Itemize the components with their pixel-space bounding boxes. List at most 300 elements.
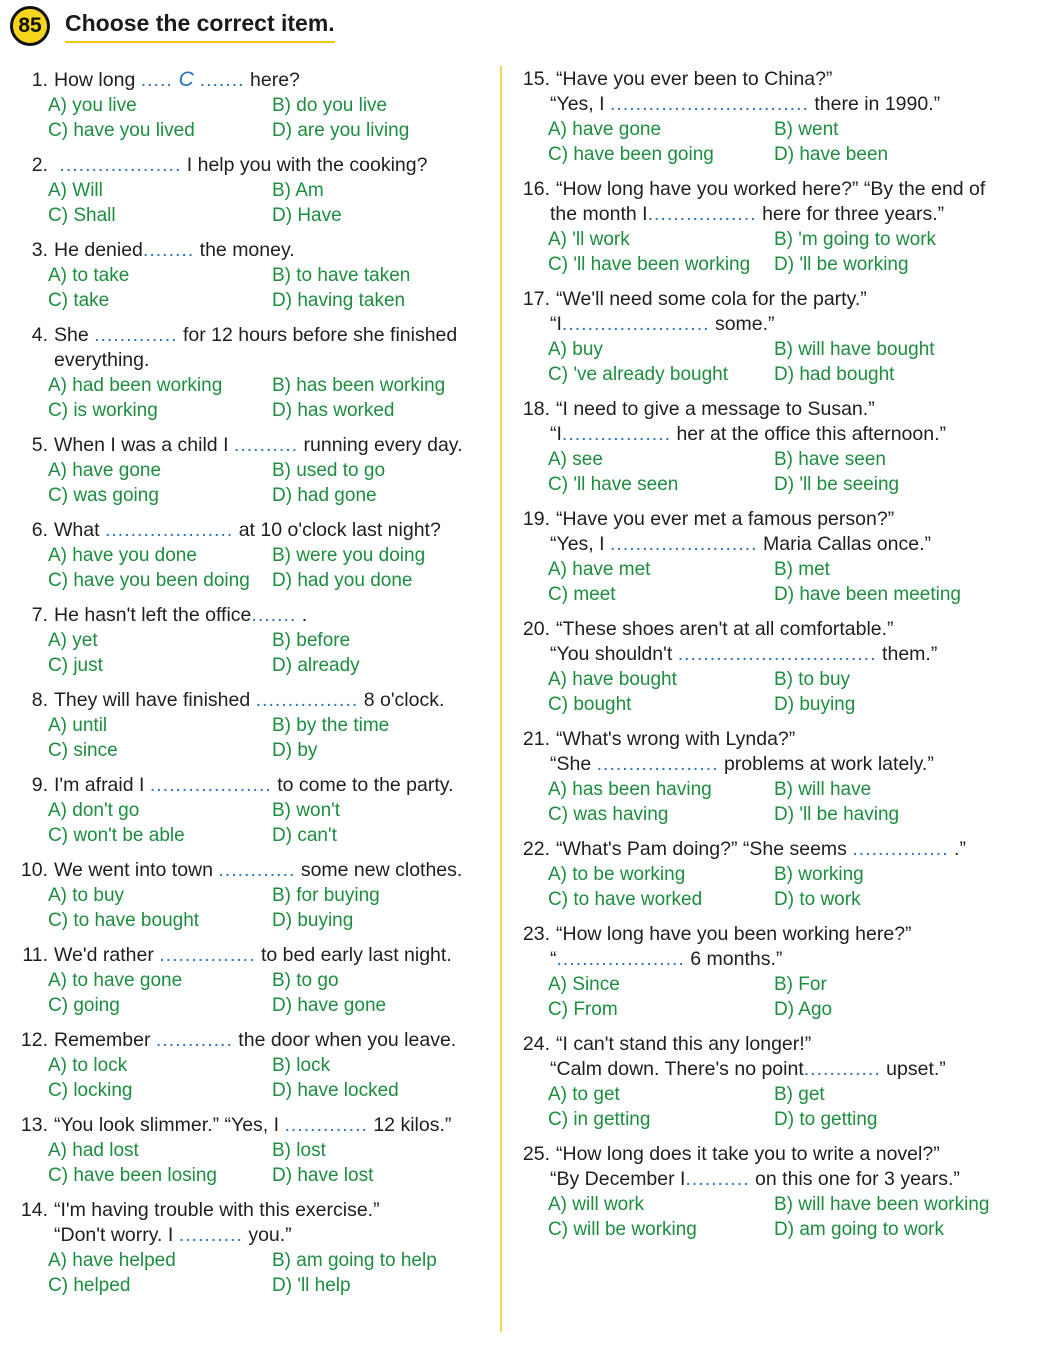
question-stem <box>14 688 494 713</box>
question <box>514 507 1004 607</box>
answer-option-a[interactable]: A) have gone <box>48 460 162 481</box>
question-stem-continued <box>14 348 494 373</box>
question-text: Remember <box>54 1029 156 1051</box>
answer-option-b[interactable]: B) for buying <box>272 885 380 906</box>
question <box>14 943 494 1018</box>
answer-option-d[interactable]: D) by <box>272 740 318 761</box>
answer-option-a[interactable]: A) had lost <box>48 1140 139 1161</box>
question-text: “ <box>550 948 557 970</box>
question-text: here? <box>244 69 300 91</box>
answer-option-d[interactable]: D) had gone <box>272 485 377 506</box>
answer-options <box>548 337 1004 387</box>
answer-option-a[interactable]: A) Since <box>548 974 620 995</box>
answer-option-d[interactable]: D) to work <box>774 889 861 910</box>
question-stem-continued <box>514 1167 1004 1192</box>
question-stem <box>14 433 494 458</box>
answer-option-d[interactable]: D) are you living <box>272 120 410 141</box>
question-number: 8. <box>31 689 48 711</box>
answer-option-c[interactable]: C) was going <box>48 485 159 506</box>
blank-dots: ............ <box>155 1029 233 1051</box>
answer-options <box>548 667 1004 717</box>
question-spacer <box>514 497 1004 507</box>
answer-option-d[interactable]: D) have locked <box>272 1080 399 1101</box>
answer-option-b[interactable]: B) met <box>774 559 830 580</box>
question-text: Maria Callas once.” <box>757 533 931 555</box>
blank-dots: ........ <box>142 239 195 261</box>
answer-options <box>548 1082 1004 1132</box>
question <box>14 603 494 678</box>
question-number: 21. <box>522 728 550 750</box>
question-text: “I <box>550 423 562 445</box>
answer-option-d[interactable]: D) am going to work <box>774 1219 945 1240</box>
question <box>14 67 494 143</box>
answer-option-d[interactable]: D) Ago <box>774 999 833 1020</box>
blank-dots: ............ <box>803 1058 881 1080</box>
answer-options <box>48 543 494 593</box>
answer-options <box>548 1192 1004 1242</box>
question-number: 24. <box>522 1033 550 1055</box>
blank-dots: ................... <box>149 774 272 796</box>
answer-option-b[interactable]: B) do you live <box>272 95 388 116</box>
question-number: 14. <box>20 1199 48 1221</box>
blank-dots: ............... <box>852 838 949 860</box>
answer-option-c[interactable]: C) take <box>48 290 110 311</box>
answer-option-a[interactable]: A) have gone <box>548 119 662 140</box>
question-text: problems at work lately.” <box>718 753 934 775</box>
answer-option-c[interactable]: C) since <box>48 740 118 761</box>
question <box>14 518 494 593</box>
answer-option-c[interactable]: C) have you been doing <box>48 570 250 591</box>
question-number: 11. <box>22 944 48 966</box>
question-spacer <box>14 228 494 238</box>
question-stem-continued <box>514 1057 1004 1082</box>
question-stem <box>14 603 494 628</box>
question-stem <box>514 1032 1004 1057</box>
question-stem <box>514 1142 1004 1167</box>
question <box>514 177 1004 277</box>
answer-option-d[interactable]: D) already <box>272 655 360 676</box>
question-spacer <box>514 912 1004 922</box>
question-spacer <box>514 167 1004 177</box>
answer-option-a[interactable]: A) you live <box>48 95 137 116</box>
answer-option-a[interactable]: A) have met <box>548 559 651 580</box>
answer-option-a[interactable]: A) see <box>548 449 603 470</box>
question-text: 8 o'clock. <box>358 689 445 711</box>
question-spacer <box>14 423 494 433</box>
question-number: 5. <box>31 434 48 456</box>
question-text: “How long have you worked here?” “By the end of <box>556 178 986 200</box>
question-text: the month I <box>550 203 648 225</box>
answer-option-d[interactable]: D) to getting <box>774 1109 878 1130</box>
question-text: on this one for 3 years.” <box>749 1168 960 1190</box>
question-spacer <box>14 143 494 153</box>
question-stem-continued <box>514 947 1004 972</box>
question-text: .” <box>948 838 966 860</box>
question <box>514 1142 1004 1242</box>
answer-options <box>48 373 494 423</box>
answer-option-b[interactable]: B) were you doing <box>272 545 426 566</box>
answer-options <box>48 628 494 678</box>
answer-option-d[interactable]: D) 'll be working <box>774 254 909 275</box>
answer-option-a[interactable]: A) to take <box>48 265 130 286</box>
answer-options <box>48 178 494 228</box>
answer-options <box>548 117 1004 167</box>
blank-dots: ................. <box>647 203 757 225</box>
question-text: When I was a child I <box>54 434 234 456</box>
answer-options <box>548 972 1004 1022</box>
question-spacer <box>514 277 1004 287</box>
answer-options <box>548 557 1004 607</box>
answer-option-d[interactable]: D) can't <box>272 825 337 846</box>
question <box>14 1113 494 1188</box>
answer-option-a[interactable]: A) 'll work <box>548 229 630 250</box>
question-text: How long <box>54 69 141 91</box>
question-stem <box>14 773 494 798</box>
answer-option-a[interactable]: A) have you done <box>48 545 197 566</box>
question-text: the money. <box>194 239 295 261</box>
blank-dots: ............ <box>218 859 296 881</box>
answer-option-c[interactable]: C) have been going <box>548 144 714 165</box>
answer-option-a[interactable]: A) have bought <box>548 669 677 690</box>
answer-option-d[interactable]: D) 'll be seeing <box>774 474 900 495</box>
blank-dots: .......... <box>233 434 299 456</box>
answer-option-b[interactable]: B) to buy <box>774 669 851 690</box>
question <box>514 67 1004 167</box>
answer-option-b[interactable]: B) am going to help <box>272 1250 437 1271</box>
question-text: “We'll need some cola for the party.” <box>556 288 867 310</box>
answer-option-c[interactable]: C) From <box>548 999 618 1020</box>
answer-option-b[interactable]: B) to have taken <box>272 265 411 286</box>
question-stem <box>14 323 494 348</box>
question-stem <box>14 153 494 178</box>
question-number: 13. <box>20 1114 48 1136</box>
question-text: “You look slimmer.” “Yes, I <box>54 1114 285 1136</box>
question-text: I'm afraid I <box>54 774 150 796</box>
answer-option-a[interactable]: A) Will <box>48 180 103 201</box>
question-text: to bed early last night. <box>255 944 452 966</box>
question-text: They will have finished <box>54 689 256 711</box>
question <box>14 858 494 933</box>
question-number: 12. <box>20 1029 48 1051</box>
answer-option-d[interactable]: D) had bought <box>774 364 895 385</box>
question-number: 9. <box>31 774 48 796</box>
answer-option-d[interactable]: D) 'll be having <box>774 804 900 825</box>
question-stem <box>14 238 494 263</box>
question-text: some.” <box>709 313 775 335</box>
answer-option-b[interactable]: B) will have <box>774 779 872 800</box>
question-number: 10. <box>20 859 48 881</box>
answer-options <box>548 777 1004 827</box>
question-text: 6 months.” <box>684 948 783 970</box>
answer-option-b[interactable]: B) used to go <box>272 460 386 481</box>
answer-option-a[interactable]: A) had been working <box>48 375 223 396</box>
answer-options <box>48 263 494 313</box>
column-divider <box>500 66 502 1332</box>
question-text: 12 kilos.” <box>367 1114 452 1136</box>
question-text: He denied <box>54 239 143 261</box>
question-spacer <box>14 1018 494 1028</box>
blank-dots: ................ <box>255 689 359 711</box>
blank-dots: ....................... <box>609 533 758 555</box>
answer-option-c[interactable]: C) won't be able <box>48 825 185 846</box>
question-stem <box>14 1028 494 1053</box>
question <box>14 1028 494 1103</box>
question <box>14 773 494 848</box>
question-stem <box>514 507 1004 532</box>
question-text: What <box>54 519 105 541</box>
question-number: 1. <box>31 69 48 91</box>
answer-options <box>548 447 1004 497</box>
question-text: to come to the party. <box>271 774 454 796</box>
question-number: 19. <box>522 508 550 530</box>
answer-option-b[interactable]: B) For <box>774 974 827 995</box>
question-stem-continued <box>514 422 1004 447</box>
answer-option-c[interactable]: C) locking <box>48 1080 133 1101</box>
question-text: “Calm down. There's no point <box>550 1058 804 1080</box>
question-spacer <box>14 593 494 603</box>
question-text: here for three years.” <box>756 203 945 225</box>
question-number: 15. <box>522 68 550 90</box>
question-stem <box>14 67 494 93</box>
answer-option-c[interactable]: C) is working <box>48 400 158 421</box>
question <box>14 1198 494 1298</box>
question-spacer <box>14 763 494 773</box>
answer-option-d[interactable]: D) Have <box>272 205 342 226</box>
question-text: “These shoes aren't at all comfortable.” <box>556 618 894 640</box>
question-text: “I'm having trouble with this exercise.” <box>54 1199 380 1221</box>
question-stem <box>514 287 1004 312</box>
answer-option-d[interactable]: D) buying <box>774 694 856 715</box>
question-text: everything. <box>54 349 150 371</box>
question-number: 16. <box>522 178 550 200</box>
question <box>514 1032 1004 1132</box>
blank-dots: .................... <box>104 519 234 541</box>
question-text: her at the office this afternoon.” <box>671 423 947 445</box>
answer-option-d[interactable]: D) have gone <box>272 995 387 1016</box>
blank-dots: ................... <box>596 753 719 775</box>
answer-option-c[interactable]: C) have been losing <box>48 1165 217 1186</box>
question-stem-continued <box>14 1223 494 1248</box>
answer-option-c[interactable]: C) have you lived <box>48 120 195 141</box>
question-text: We went into town <box>54 859 219 881</box>
answer-option-b[interactable]: B) will have bought <box>774 339 935 360</box>
answer-option-c[interactable]: C) bought <box>548 694 632 715</box>
answer-option-b[interactable]: B) before <box>272 630 351 651</box>
question-stem-continued <box>514 312 1004 337</box>
question-stem <box>514 177 1004 202</box>
question-spacer <box>14 313 494 323</box>
question-text: them.” <box>876 643 938 665</box>
question-text: some new clothes. <box>295 859 463 881</box>
answer-option-c[interactable]: C) in getting <box>548 1109 651 1130</box>
question-number: 22. <box>522 838 550 860</box>
answer-option-d[interactable]: D) has worked <box>272 400 395 421</box>
question-stem-continued <box>514 532 1004 557</box>
answer-option-d[interactable]: D) buying <box>272 910 354 931</box>
question-text: “Have you ever been to China?” <box>556 68 833 90</box>
answer-option-b[interactable]: B) has been working <box>272 375 446 396</box>
blank-dots: ............. <box>284 1114 368 1136</box>
question-number: 2. <box>31 154 48 176</box>
question-stem <box>514 837 1004 862</box>
question-stem <box>14 1113 494 1138</box>
answer-option-a[interactable]: A) will work <box>548 1194 645 1215</box>
question-spacer <box>514 1132 1004 1142</box>
answer-options <box>48 798 494 848</box>
question-number: 20. <box>522 618 550 640</box>
blank-dots: ............. <box>94 324 178 346</box>
question-number: 6. <box>31 519 48 541</box>
answer-option-a[interactable]: A) until <box>48 715 108 736</box>
answer-option-b[interactable]: B) lock <box>272 1055 331 1076</box>
question-stem-continued <box>514 642 1004 667</box>
answer-option-b[interactable]: B) won't <box>272 800 341 821</box>
answer-option-b[interactable]: B) working <box>774 864 864 885</box>
answer-option-a[interactable]: A) don't go <box>48 800 140 821</box>
question-stem-continued <box>514 752 1004 777</box>
answer-option-d[interactable]: D) 'll help <box>272 1275 351 1296</box>
answer-option-c[interactable]: C) 'll have seen <box>548 474 679 495</box>
question-text: . <box>296 604 308 626</box>
question-text: “You shouldn't <box>550 643 678 665</box>
answer-option-b[interactable]: B) to go <box>272 970 339 991</box>
question <box>514 397 1004 497</box>
question-text: at 10 o'clock last night? <box>233 519 441 541</box>
answer-options <box>48 883 494 933</box>
blank-dots: ....... <box>199 69 245 91</box>
question-stem-continued <box>514 202 1004 227</box>
answer-option-a[interactable]: A) yet <box>48 630 98 651</box>
answer-option-a[interactable]: A) to have gone <box>48 970 183 991</box>
question-stem <box>14 1198 494 1223</box>
answer-option-d[interactable]: D) have lost <box>272 1165 374 1186</box>
question-number: 23. <box>522 923 550 945</box>
answer-option-c[interactable]: C) going <box>48 995 120 1016</box>
answer-option-b[interactable]: B) 'm going to work <box>774 229 937 250</box>
question-number: 17. <box>522 288 550 310</box>
answer-option-b[interactable]: B) went <box>774 119 839 140</box>
question-stem <box>514 67 1004 92</box>
question-text: “What's wrong with Lynda?” <box>556 728 796 750</box>
question-text: there in 1990.” <box>808 93 941 115</box>
answer-option-c[interactable]: C) 'll have been working <box>548 254 751 275</box>
question-number: 3. <box>31 239 48 261</box>
blank-dots: ..... <box>140 69 173 91</box>
answer-options <box>48 713 494 763</box>
blank-dots: .......... <box>685 1168 750 1190</box>
question <box>514 837 1004 912</box>
question-spacer <box>514 1022 1004 1032</box>
answer-option-b[interactable]: B) Am <box>272 180 324 201</box>
answer-option-b[interactable]: B) by the time <box>272 715 390 736</box>
blank-dots: ....................... <box>561 313 710 335</box>
answer-option-a[interactable]: A) have helped <box>48 1250 176 1271</box>
blank-dots: ....... <box>251 604 297 626</box>
question-stem <box>14 943 494 968</box>
blank-dots: .................... <box>556 948 685 970</box>
question <box>514 287 1004 387</box>
question-spacer <box>14 1103 494 1113</box>
question-number: 7. <box>31 604 48 626</box>
question-text: “How long does it take you to write a novel?” <box>556 1143 940 1165</box>
answer-option-a[interactable]: A) to lock <box>48 1055 128 1076</box>
question <box>514 922 1004 1022</box>
question <box>14 688 494 763</box>
question-spacer <box>14 933 494 943</box>
answer-option-a[interactable]: A) to get <box>548 1084 620 1105</box>
answer-option-c[interactable]: C) will be working <box>548 1219 697 1240</box>
blank-dots: ............................... <box>677 643 877 665</box>
answer-option-b[interactable]: B) have seen <box>774 449 886 470</box>
question-stem <box>14 858 494 883</box>
answer-option-c[interactable]: C) to have bought <box>48 910 200 931</box>
blank-dots: ................... <box>59 154 182 176</box>
answer-option-c[interactable]: C) just <box>48 655 103 676</box>
question-text: I help you with the cooking? <box>181 154 428 176</box>
question-text: “What's Pam doing?” “She seems <box>556 838 853 860</box>
question-text: the door when you leave. <box>232 1029 457 1051</box>
answer-options <box>48 968 494 1018</box>
blank-dots: ............................... <box>609 93 809 115</box>
question <box>514 727 1004 827</box>
question-stem <box>14 518 494 543</box>
question-text: “I can't stand this any longer!” <box>556 1033 812 1055</box>
answer-option-b[interactable]: B) get <box>774 1084 825 1105</box>
answer-option-d[interactable]: D) having taken <box>272 290 406 311</box>
question-text: She <box>54 324 95 346</box>
answer-option-c[interactable]: C) was having <box>548 804 669 825</box>
answer-option-b[interactable]: B) will have been working <box>774 1194 990 1215</box>
answer-option-c[interactable]: C) helped <box>48 1275 131 1296</box>
answer-options <box>48 1138 494 1188</box>
answer-option-a[interactable]: A) buy <box>548 339 603 360</box>
question-text: “By December I <box>550 1168 686 1190</box>
question-text: for 12 hours before she finished <box>177 324 458 346</box>
question-spacer <box>14 508 494 518</box>
answer-option-a[interactable]: A) has been having <box>548 779 712 800</box>
answer-option-c[interactable]: C) meet <box>548 584 616 605</box>
question-text: “Yes, I <box>550 93 610 115</box>
question-text: “Yes, I <box>550 533 610 555</box>
question-spacer <box>514 827 1004 837</box>
answer-option-b[interactable]: B) lost <box>272 1140 326 1161</box>
question-stem <box>514 922 1004 947</box>
question-text: you.” <box>242 1224 292 1246</box>
answer-option-c[interactable]: C) Shall <box>48 205 116 226</box>
answer-option-a[interactable]: A) to buy <box>48 885 125 906</box>
answer-option-a[interactable]: A) to be working <box>548 864 686 885</box>
question-stem <box>514 727 1004 752</box>
question-stem-continued <box>514 92 1004 117</box>
answer-option-c[interactable]: C) 've already bought <box>548 364 729 385</box>
blank-dots: ................. <box>561 423 672 445</box>
question-spacer <box>514 717 1004 727</box>
answer-option-c[interactable]: C) to have worked <box>548 889 703 910</box>
exercise-number-badge: 85 <box>10 6 50 46</box>
answer-option-d[interactable]: D) had you done <box>272 570 413 591</box>
answer-option-d[interactable]: D) have been meeting <box>774 584 961 605</box>
handwritten-answer: C <box>172 68 200 91</box>
left-column <box>14 67 494 1298</box>
question-text: “I <box>550 313 562 335</box>
question-text: “How long have you been working here?” <box>556 923 912 945</box>
question-number: 25. <box>522 1143 550 1165</box>
question-text: running every day. <box>298 434 463 456</box>
answer-option-d[interactable]: D) have been <box>774 144 889 165</box>
answer-options <box>548 227 1004 277</box>
question-text: He hasn't left the office <box>54 604 252 626</box>
question <box>14 238 494 313</box>
